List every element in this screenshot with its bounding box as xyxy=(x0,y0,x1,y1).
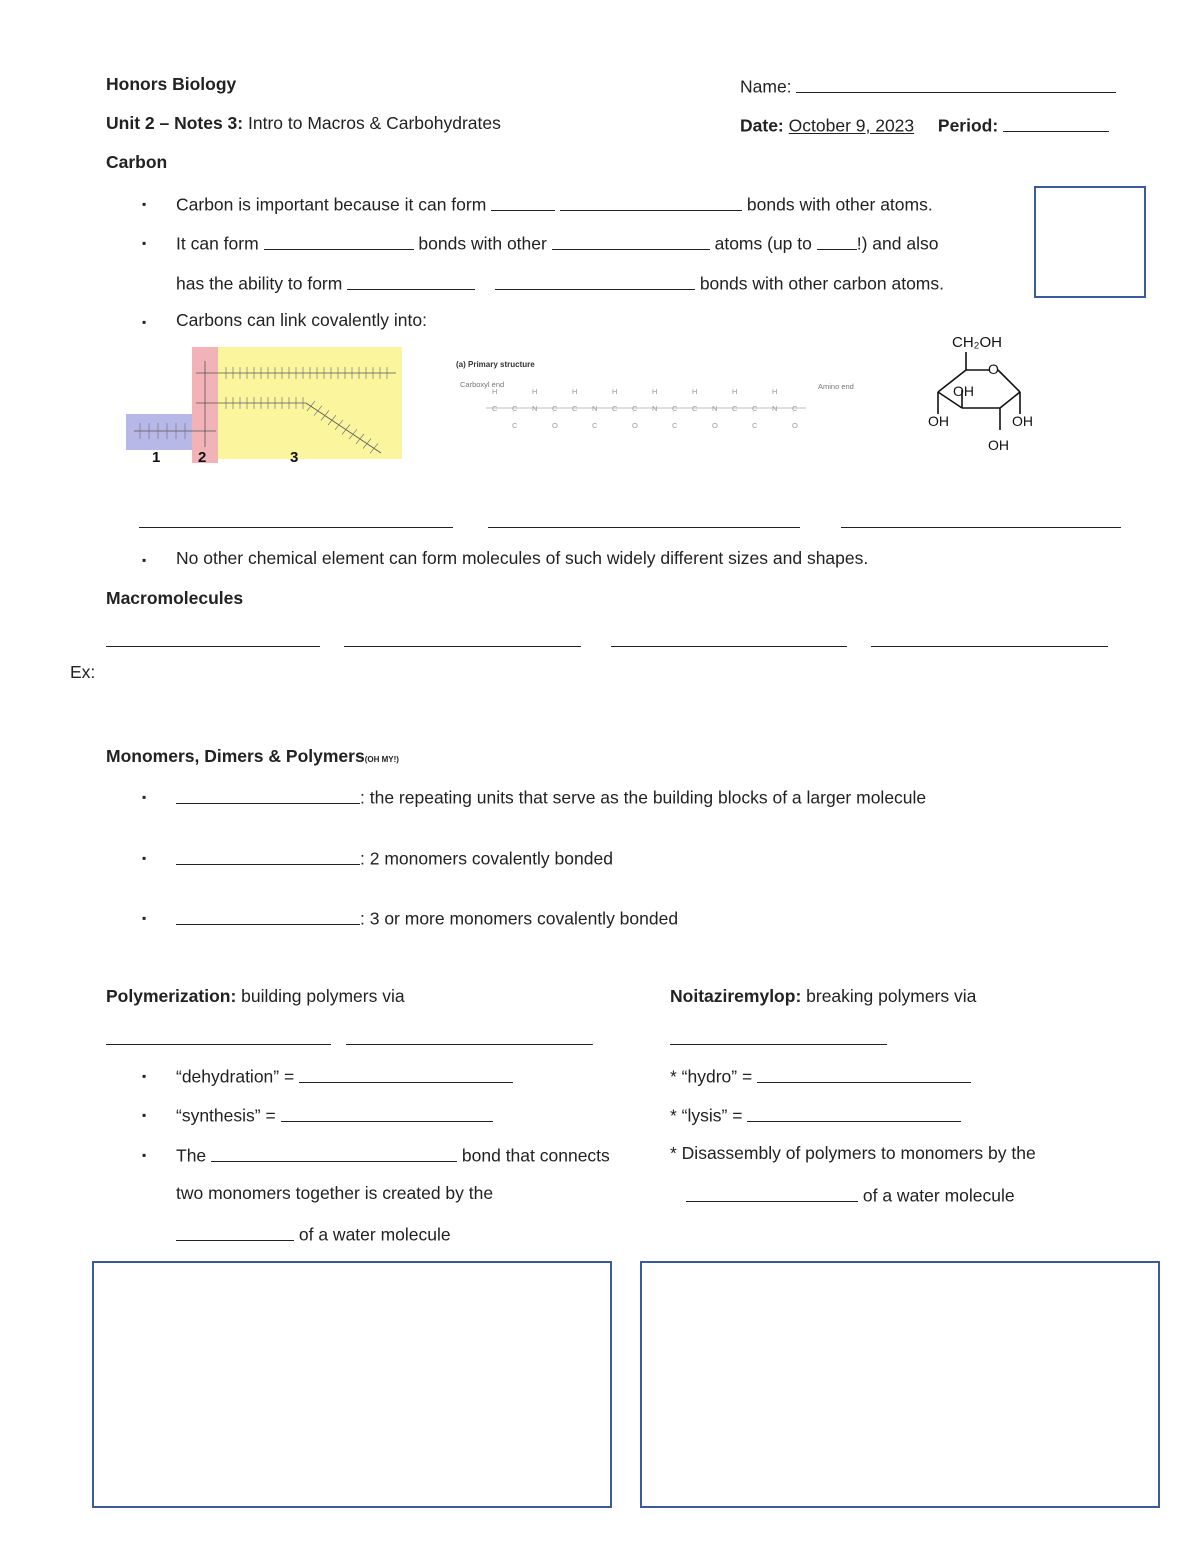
blank[interactable] xyxy=(264,231,414,250)
blank[interactable] xyxy=(211,1143,457,1162)
carbon-bullet-3: Carbons can link covalently into: xyxy=(176,310,427,330)
peptide-atom: C xyxy=(612,404,618,413)
date-value: October 9, 2023 xyxy=(788,115,915,136)
amino-end-label: Amino end xyxy=(818,382,854,391)
monomer-def-text: : the repeating units that serve as the building blocks of a larger molecule xyxy=(360,787,927,808)
monomers-heading xyxy=(106,746,399,767)
blank[interactable] xyxy=(686,1183,858,1202)
polymerization-heading xyxy=(106,986,405,1007)
peptide-atom: O xyxy=(632,421,638,430)
disassembly-item: * Disassembly of polymers to monomers by the xyxy=(670,1143,1036,1163)
bond-text-b: bond that connects xyxy=(461,1145,610,1166)
peptide-atom: C xyxy=(672,421,678,430)
oh-label: OH xyxy=(928,413,949,429)
peptide-atom: C xyxy=(752,421,758,430)
carboxyl-end-label: Carboxyl end xyxy=(460,380,505,389)
peptide-atom: C xyxy=(572,404,578,413)
example-label: Ex: xyxy=(70,662,96,682)
disassembly-item-line2 xyxy=(686,1183,1015,1207)
polymerization-rest: building polymers via xyxy=(236,986,405,1006)
peptide-atom: H xyxy=(492,387,498,396)
peptide-atom: N xyxy=(592,404,598,413)
dehydration-text: “dehydration” = xyxy=(176,1066,295,1087)
carbon-b1-text: Carbon is important because it can form xyxy=(176,194,487,215)
carbon-skeleton-svg xyxy=(126,347,402,463)
peptide-atom: H xyxy=(532,387,538,396)
carbon-b2-a: It can form xyxy=(176,233,259,254)
peptide-atom: H xyxy=(652,387,658,396)
name-label: Name: xyxy=(740,76,792,97)
bond-item-line2: two monomers together is created by the xyxy=(176,1183,494,1203)
monomers-heading-text: Monomers, Dimers & Polymers xyxy=(106,746,365,766)
carbon-b1-post: bonds with other atoms. xyxy=(746,194,933,215)
carbon-skeleton-figure xyxy=(126,347,402,463)
dehydration-item xyxy=(176,1064,513,1088)
hydro-item xyxy=(670,1064,971,1088)
drawing-box-polymerization[interactable] xyxy=(92,1261,612,1508)
peptide-atom: O xyxy=(552,421,558,430)
peptide-atom: C xyxy=(732,404,738,413)
macromolecule-blank[interactable] xyxy=(611,646,847,647)
name-field[interactable] xyxy=(740,74,1116,98)
bullet-icon: ▪ xyxy=(142,1108,147,1122)
period-label: Period: xyxy=(937,115,999,136)
blank[interactable] xyxy=(176,846,360,865)
oh-label: OH xyxy=(988,437,1009,453)
peptide-atom: H xyxy=(772,387,778,396)
polymerization-blank[interactable] xyxy=(346,1044,593,1045)
peptide-atom: N xyxy=(712,404,718,413)
blank[interactable] xyxy=(817,231,857,250)
date-label: Date: xyxy=(740,115,784,136)
carbon-bullet-2-line2 xyxy=(176,271,944,295)
blank[interactable] xyxy=(176,1222,294,1241)
period-blank[interactable] xyxy=(1003,113,1109,132)
bond-text-line3: of a water molecule xyxy=(298,1224,451,1245)
blank[interactable] xyxy=(495,271,695,290)
polymer-def-text: : 3 or more monomers covalently bonded xyxy=(360,908,679,929)
synthesis-text: “synthesis” = xyxy=(176,1105,276,1126)
bullet-icon: ▪ xyxy=(142,790,147,804)
peptide-atom: C xyxy=(752,404,758,413)
drawing-box-depolymerization[interactable] xyxy=(640,1261,1160,1508)
blank[interactable] xyxy=(347,271,475,290)
blank[interactable] xyxy=(281,1103,493,1122)
depolymerization-heading xyxy=(670,986,976,1007)
carbon-bullet-4: No other chemical element can form molecules of such widely different sizes and shapes. xyxy=(176,548,869,568)
polymer-definition xyxy=(176,906,678,930)
answer-box-small[interactable] xyxy=(1034,186,1146,298)
peptide-atom: C xyxy=(512,404,518,413)
peptide-atom: H xyxy=(692,387,698,396)
peptide-atom: H xyxy=(572,387,578,396)
monomers-heading-small: (OH MY!) xyxy=(364,755,399,764)
carbon-b2-c: atoms (up to xyxy=(714,233,812,254)
peptide-atom: C xyxy=(672,404,678,413)
carbon-heading: Carbon xyxy=(106,152,168,172)
carbon-bullet-2 xyxy=(176,231,938,255)
peptide-atom: N xyxy=(652,404,658,413)
bond-text-a: The xyxy=(176,1145,207,1166)
blank[interactable] xyxy=(491,192,555,211)
macromolecules-heading: Macromolecules xyxy=(106,588,244,608)
depolymerization-blank[interactable] xyxy=(670,1044,887,1045)
unit-title-rest: Intro to Macros & Carbohydrates xyxy=(243,113,501,133)
carbon-b2-l2a: has the ability to form xyxy=(176,273,343,294)
ring-oxygen: O xyxy=(988,361,999,377)
carbon-b2-d: !) and also xyxy=(856,233,939,254)
peptide-atom: O xyxy=(792,421,798,430)
macromolecule-blank[interactable] xyxy=(871,646,1108,647)
macromolecule-blank[interactable] xyxy=(344,646,581,647)
peptide-atom: C xyxy=(692,404,698,413)
peptide-atom: O xyxy=(712,421,718,430)
glucose-ring-figure xyxy=(924,330,1044,460)
peptide-atom: C xyxy=(792,404,798,413)
carbon-bullet-1 xyxy=(176,192,933,216)
course-title: Honors Biology xyxy=(106,74,237,94)
bond-item-line3 xyxy=(176,1222,451,1246)
peptide-atom: C xyxy=(632,404,638,413)
bond-item xyxy=(176,1143,610,1167)
oh-label: OH xyxy=(1012,413,1033,429)
polymerization-bold: Polymerization: xyxy=(106,986,237,1006)
monomer-definition xyxy=(176,785,926,809)
bullet-icon: ▪ xyxy=(142,911,147,925)
bullet-icon: ▪ xyxy=(142,315,147,329)
date-period xyxy=(740,113,1109,137)
blank[interactable] xyxy=(176,906,360,925)
depolymerization-bold: Noitaziremylop: xyxy=(670,986,802,1006)
macromolecule-blank[interactable] xyxy=(106,646,320,647)
blank[interactable] xyxy=(560,192,742,211)
peptide-atom: H xyxy=(612,387,618,396)
region-1 xyxy=(126,414,192,450)
bullet-icon: ▪ xyxy=(142,1148,147,1162)
disassembly-text-line2: of a water molecule xyxy=(862,1185,1015,1206)
dimer-definition xyxy=(176,846,613,870)
bullet-icon: ▪ xyxy=(142,1069,147,1083)
blank[interactable] xyxy=(299,1064,513,1083)
blank[interactable] xyxy=(757,1064,971,1083)
figure-answer-blank[interactable] xyxy=(488,527,800,528)
peptide-atom: C xyxy=(552,404,558,413)
hydro-text: * “hydro” = xyxy=(670,1066,753,1087)
primary-structure-title: (a) Primary structure xyxy=(456,360,535,369)
bullet-icon: ▪ xyxy=(142,236,147,250)
dimer-def-text: : 2 monomers covalently bonded xyxy=(360,848,613,869)
unit-title-bold: Unit 2 – Notes 3: xyxy=(106,113,244,133)
oh-label: OH xyxy=(953,383,974,399)
figure-answer-blank[interactable] xyxy=(139,527,453,528)
peptide-atom: N xyxy=(532,404,538,413)
lysis-item xyxy=(670,1103,961,1127)
peptide-atom: H xyxy=(732,387,738,396)
blank[interactable] xyxy=(552,231,710,250)
bullet-icon: ▪ xyxy=(142,553,147,567)
bullet-icon: ▪ xyxy=(142,851,147,865)
carbon-b2-b: bonds with other xyxy=(418,233,547,254)
peptide-atom: C xyxy=(492,404,498,413)
peptide-atom: N xyxy=(772,404,778,413)
polymerization-blank[interactable] xyxy=(106,1044,331,1045)
figure-answer-blank[interactable] xyxy=(841,527,1121,528)
name-blank[interactable] xyxy=(796,74,1116,93)
carbon-b2-l2b: bonds with other carbon atoms. xyxy=(699,273,944,294)
region-label-1: 1 xyxy=(152,449,161,463)
synthesis-item xyxy=(176,1103,493,1127)
peptide-chain-svg xyxy=(456,380,866,440)
ch2oh-label: CH₂OH xyxy=(952,334,1002,351)
depolymerization-rest: breaking polymers via xyxy=(801,986,977,1006)
unit-title xyxy=(106,113,501,134)
region-label-3: 3 xyxy=(290,449,299,463)
peptide-atom: C xyxy=(592,421,598,430)
glucose-ring-svg xyxy=(924,330,1044,460)
blank[interactable] xyxy=(747,1103,961,1122)
region-label-2: 2 xyxy=(198,449,207,463)
peptide-atom: C xyxy=(512,421,518,430)
primary-structure-figure xyxy=(456,360,866,440)
lysis-text: * “lysis” = xyxy=(670,1105,743,1126)
bullet-icon: ▪ xyxy=(142,197,147,211)
blank[interactable] xyxy=(176,785,360,804)
